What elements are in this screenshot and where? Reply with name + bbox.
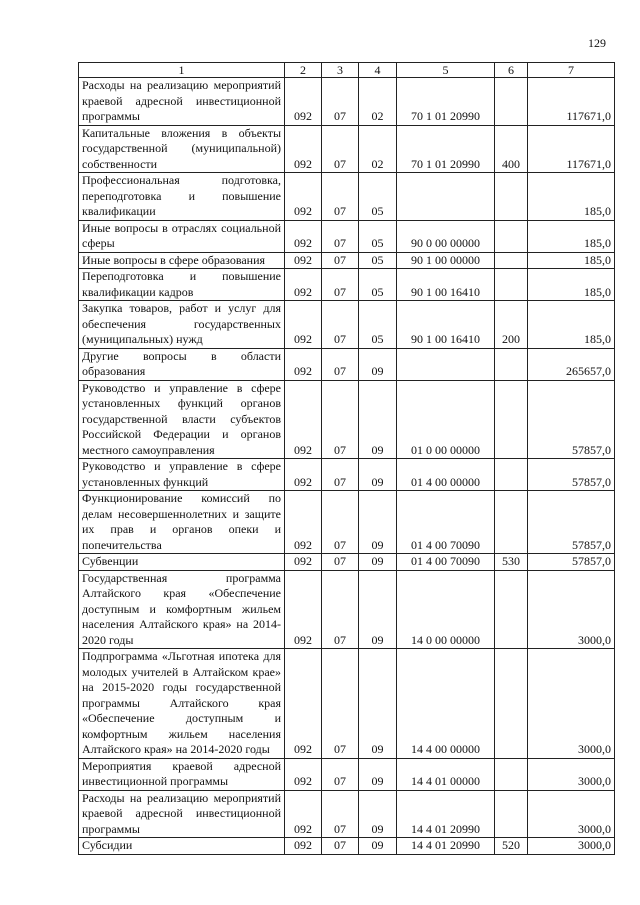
row-name-cell: Профессиональная подготовка, переподготовка и повышение квалификации: [79, 173, 285, 221]
row-name-cell: Иные вопросы в отраслях социальной сферы: [79, 220, 285, 252]
row-subsection-cell: 09: [359, 649, 397, 759]
row-code-cell: 092: [285, 758, 322, 790]
row-expense-type-cell: 520: [495, 838, 528, 855]
row-code-cell: 092: [285, 380, 322, 459]
row-name-cell: Капитальные вложения в объекты государственной (муниципальной) собственности: [79, 125, 285, 173]
table-row: [79, 554, 615, 571]
row-code-cell: 092: [285, 220, 322, 252]
row-target-article-cell: [397, 348, 495, 380]
row-amount-cell: 3000,0: [528, 649, 615, 759]
row-section-cell: 07: [322, 758, 359, 790]
page-number: 129: [588, 36, 606, 50]
row-code-cell: 092: [285, 269, 322, 301]
table-row: [79, 348, 615, 380]
row-subsection-cell: 09: [359, 838, 397, 855]
row-target-article-cell: 14 4 00 00000: [397, 649, 495, 759]
row-expense-type-cell: [495, 173, 528, 221]
row-expense-type-cell: [495, 790, 528, 838]
row-name-cell: Закупка товаров, работ и услуг для обеспечения государственных (муниципальных) нужд: [79, 301, 285, 349]
table-row: [79, 380, 615, 459]
row-target-article-cell: [397, 173, 495, 221]
row-amount-cell: 3000,0: [528, 758, 615, 790]
row-target-article-cell: 14 4 01 20990: [397, 838, 495, 855]
row-subsection-cell: 09: [359, 570, 397, 649]
row-subsection-cell: 05: [359, 269, 397, 301]
row-name-cell: Подпрограмма «Льготная ипотека для молодых учителей в Алтайском крае» на 2015-2020 годы государственной программы Алтайского края «Обеспечение доступным и комфортным жильем населения Алтайского края» на 2014-2020 годы: [79, 649, 285, 759]
column-header: 2: [285, 63, 322, 78]
row-amount-cell: 185,0: [528, 173, 615, 221]
row-subsection-cell: 09: [359, 790, 397, 838]
row-subsection-cell: 09: [359, 380, 397, 459]
row-code-cell: 092: [285, 252, 322, 269]
row-code-cell: 092: [285, 649, 322, 759]
row-expense-type-cell: [495, 649, 528, 759]
row-expense-type-cell: [495, 459, 528, 491]
row-amount-cell: 57857,0: [528, 554, 615, 571]
row-expense-type-cell: [495, 491, 528, 554]
row-amount-cell: 265657,0: [528, 348, 615, 380]
row-subsection-cell: 05: [359, 220, 397, 252]
row-section-cell: 07: [322, 491, 359, 554]
row-code-cell: 092: [285, 554, 322, 571]
budget-table: [78, 62, 615, 855]
table-row: [79, 78, 615, 126]
row-name-cell: Расходы на реализацию мероприятий краевой адресной инвестиционной программы: [79, 790, 285, 838]
row-code-cell: 092: [285, 301, 322, 349]
row-amount-cell: 185,0: [528, 269, 615, 301]
row-section-cell: 07: [322, 554, 359, 571]
row-expense-type-cell: [495, 348, 528, 380]
row-expense-type-cell: [495, 78, 528, 126]
row-section-cell: 07: [322, 220, 359, 252]
row-section-cell: 07: [322, 380, 359, 459]
row-target-article-cell: 14 0 00 00000: [397, 570, 495, 649]
row-name-cell: Субсидии: [79, 838, 285, 855]
row-target-article-cell: 14 4 01 00000: [397, 758, 495, 790]
row-code-cell: 092: [285, 459, 322, 491]
table-row: [79, 491, 615, 554]
row-section-cell: 07: [322, 649, 359, 759]
column-header: 3: [322, 63, 359, 78]
row-name-cell: Руководство и управление в сфере установленных функций органов государственной власти субъектов Российской Федерации и органов местного самоуправления: [79, 380, 285, 459]
row-section-cell: 07: [322, 173, 359, 221]
row-subsection-cell: 09: [359, 758, 397, 790]
column-header: 1: [79, 63, 285, 78]
row-name-cell: Другие вопросы в области образования: [79, 348, 285, 380]
row-amount-cell: 3000,0: [528, 838, 615, 855]
header-row: [79, 63, 615, 78]
row-expense-type-cell: 200: [495, 301, 528, 349]
column-header: 6: [495, 63, 528, 78]
table-row: [79, 301, 615, 349]
row-name-cell: Субвенции: [79, 554, 285, 571]
row-expense-type-cell: [495, 269, 528, 301]
row-section-cell: 07: [322, 78, 359, 126]
row-target-article-cell: 90 1 00 16410: [397, 269, 495, 301]
row-subsection-cell: 02: [359, 125, 397, 173]
row-expense-type-cell: [495, 380, 528, 459]
row-amount-cell: 3000,0: [528, 790, 615, 838]
row-target-article-cell: 01 4 00 70090: [397, 491, 495, 554]
row-target-article-cell: 90 1 00 00000: [397, 252, 495, 269]
row-code-cell: 092: [285, 173, 322, 221]
row-target-article-cell: 90 1 00 16410: [397, 301, 495, 349]
row-expense-type-cell: [495, 570, 528, 649]
row-expense-type-cell: 530: [495, 554, 528, 571]
row-name-cell: Иные вопросы в сфере образования: [79, 252, 285, 269]
row-subsection-cell: 05: [359, 252, 397, 269]
row-amount-cell: 185,0: [528, 252, 615, 269]
row-section-cell: 07: [322, 838, 359, 855]
table-row: [79, 125, 615, 173]
column-header: 5: [397, 63, 495, 78]
row-amount-cell: 185,0: [528, 301, 615, 349]
table-row: [79, 570, 615, 649]
row-amount-cell: 117671,0: [528, 78, 615, 126]
row-code-cell: 092: [285, 78, 322, 126]
row-expense-type-cell: [495, 758, 528, 790]
row-section-cell: 07: [322, 459, 359, 491]
row-amount-cell: 57857,0: [528, 380, 615, 459]
row-target-article-cell: 90 0 00 00000: [397, 220, 495, 252]
table-row: [79, 649, 615, 759]
row-code-cell: 092: [285, 570, 322, 649]
table-row: [79, 758, 615, 790]
row-section-cell: 07: [322, 570, 359, 649]
row-code-cell: 092: [285, 838, 322, 855]
row-target-article-cell: 01 0 00 00000: [397, 380, 495, 459]
row-expense-type-cell: [495, 252, 528, 269]
row-amount-cell: 3000,0: [528, 570, 615, 649]
table-row: [79, 838, 615, 855]
row-name-cell: Мероприятия краевой адресной инвестиционной программы: [79, 758, 285, 790]
row-expense-type-cell: [495, 220, 528, 252]
row-code-cell: 092: [285, 790, 322, 838]
column-header: 7: [528, 63, 615, 78]
row-section-cell: 07: [322, 252, 359, 269]
row-name-cell: Руководство и управление в сфере установленных функций: [79, 459, 285, 491]
row-code-cell: 092: [285, 125, 322, 173]
row-subsection-cell: 05: [359, 173, 397, 221]
row-amount-cell: 57857,0: [528, 459, 615, 491]
row-subsection-cell: 05: [359, 301, 397, 349]
row-subsection-cell: 09: [359, 554, 397, 571]
row-name-cell: Переподготовка и повышение квалификации кадров: [79, 269, 285, 301]
row-target-article-cell: 70 1 01 20990: [397, 78, 495, 126]
row-subsection-cell: 09: [359, 459, 397, 491]
table-row: [79, 173, 615, 221]
row-target-article-cell: 70 1 01 20990: [397, 125, 495, 173]
row-amount-cell: 185,0: [528, 220, 615, 252]
row-name-cell: Функционирование комиссий по делам несовершеннолетних и защите их прав и органов опеки и попечительства: [79, 491, 285, 554]
column-header: 4: [359, 63, 397, 78]
row-subsection-cell: 02: [359, 78, 397, 126]
row-target-article-cell: 01 4 00 70090: [397, 554, 495, 571]
row-subsection-cell: 09: [359, 348, 397, 380]
row-code-cell: 092: [285, 348, 322, 380]
row-amount-cell: 57857,0: [528, 491, 615, 554]
row-target-article-cell: 14 4 01 20990: [397, 790, 495, 838]
row-section-cell: 07: [322, 269, 359, 301]
row-target-article-cell: 01 4 00 00000: [397, 459, 495, 491]
row-section-cell: 07: [322, 790, 359, 838]
table-row: [79, 269, 615, 301]
row-code-cell: 092: [285, 491, 322, 554]
row-subsection-cell: 09: [359, 491, 397, 554]
row-section-cell: 07: [322, 348, 359, 380]
table-row: [79, 220, 615, 252]
table-row: [79, 459, 615, 491]
table-row: [79, 252, 615, 269]
row-section-cell: 07: [322, 301, 359, 349]
row-section-cell: 07: [322, 125, 359, 173]
row-amount-cell: 117671,0: [528, 125, 615, 173]
row-name-cell: Расходы на реализацию мероприятий краевой адресной инвестиционной программы: [79, 78, 285, 126]
row-expense-type-cell: 400: [495, 125, 528, 173]
table-row: [79, 790, 615, 838]
row-name-cell: Государственная программа Алтайского края «Обеспечение доступным и комфортным жильем населения Алтайского края» на 2014-2020 годы: [79, 570, 285, 649]
